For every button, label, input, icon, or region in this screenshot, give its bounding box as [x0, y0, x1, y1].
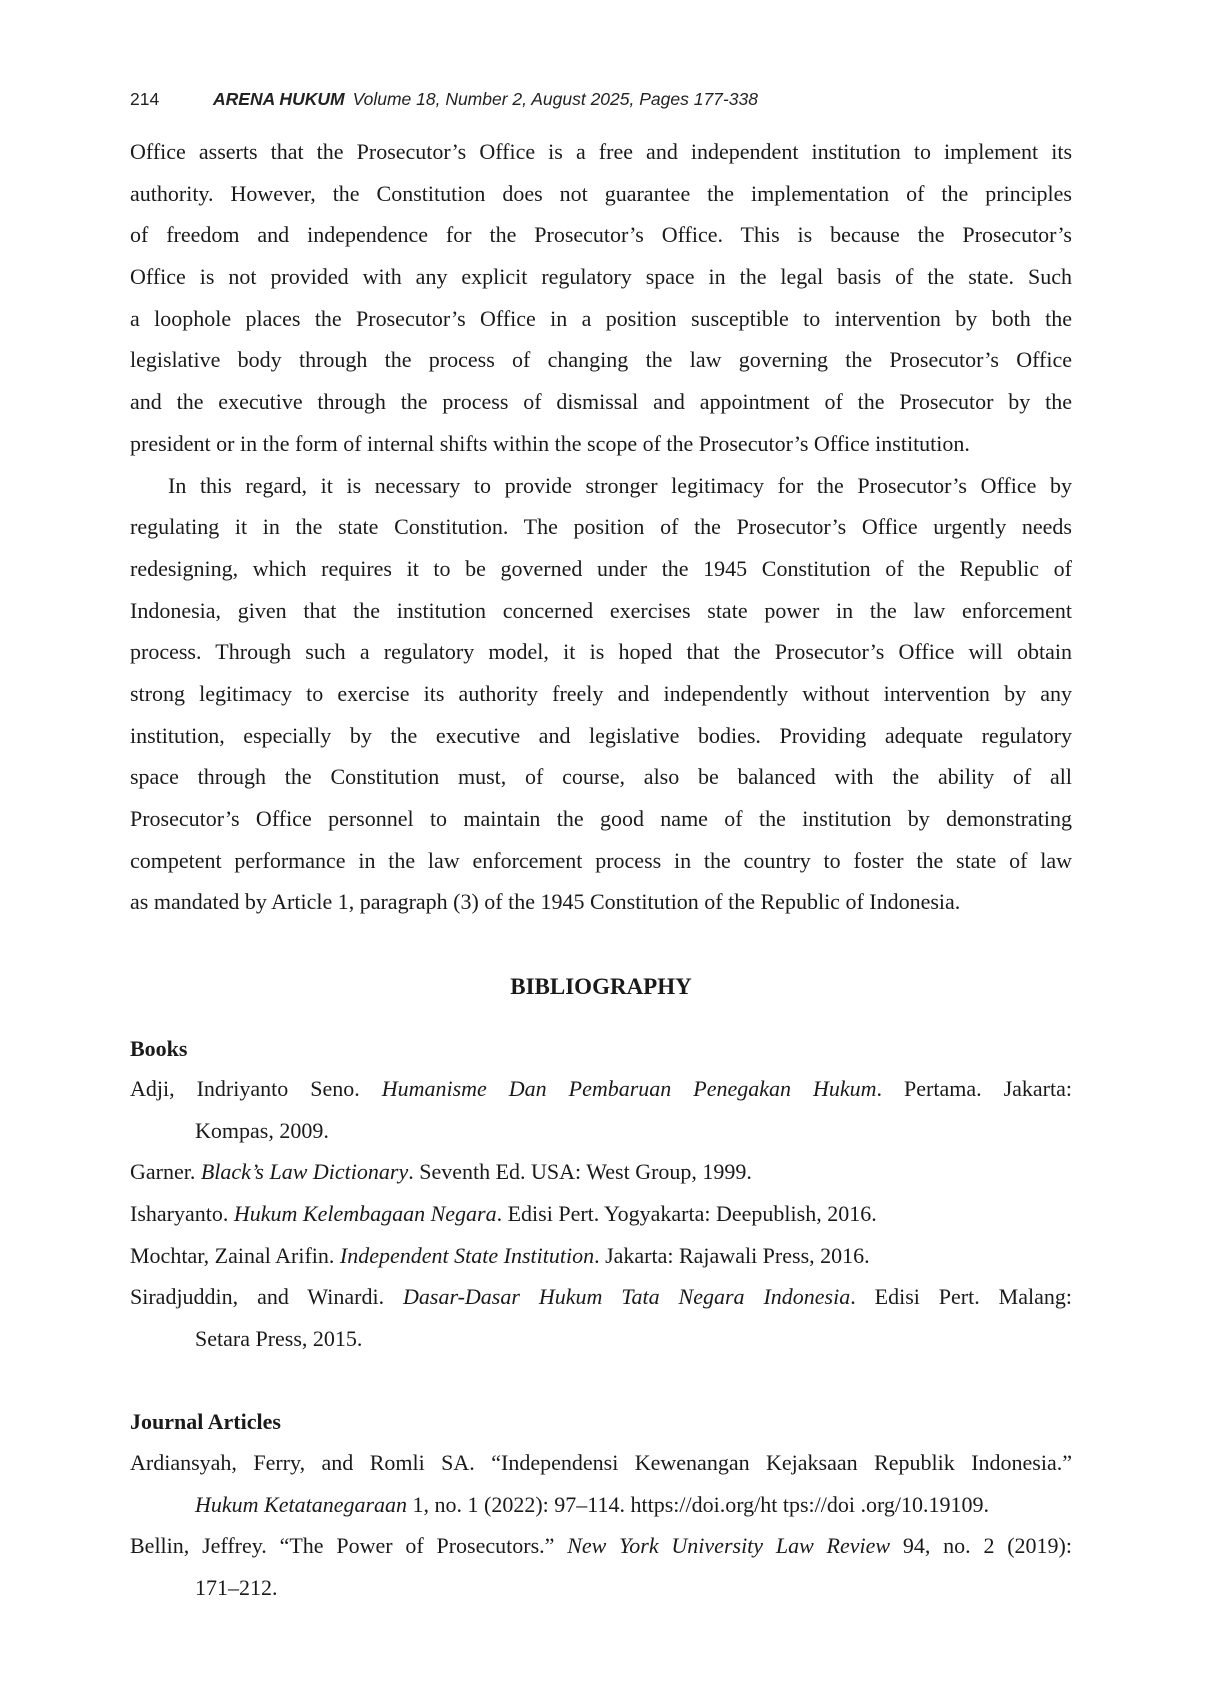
italic-title: Independent State Institution	[339, 1242, 595, 1268]
italic-title: Humanisme Dan Pembaruan Penegakan Hukum	[381, 1076, 877, 1101]
books-list	[130, 1068, 1072, 1360]
entry-text: 94, no. 2 (2019):	[890, 1533, 1072, 1559]
bibliography-entry	[130, 1068, 1072, 1151]
page-number: 214	[130, 89, 160, 109]
text-line: strong legitimacy to exercise its authority freely and independently without intervention by any	[130, 680, 1072, 706]
entry-line	[130, 1068, 1072, 1110]
text-line: regulating it in the state Constitution. The position of the Prosecutor’s Office urgently needs	[130, 514, 1072, 540]
entry-line	[130, 1151, 1072, 1193]
body-text	[130, 131, 1072, 923]
text-line: space through the Constitution must, of course, also be balanced with the ability of all	[130, 764, 1072, 790]
entry-line	[130, 1484, 1072, 1526]
text-line: a loophole places the Prosecutor’s Office in a position susceptible to intervention by both the	[130, 305, 1072, 331]
entry-text: 1, no. 1 (2022): 97–114. https://doi.org/ht tps://doi .org/10.19109.	[407, 1491, 990, 1517]
entry-line	[130, 1110, 1072, 1152]
entry-text: Adji, Indriyanto Seno.	[130, 1076, 382, 1101]
text-line: In this regard, it is necessary to provide stronger legitimacy for the Prosecutor’s Office by	[168, 472, 1072, 498]
bibliography-entry	[130, 1151, 1072, 1193]
text-line: Office is not provided with any explicit regulatory space in the legal basis of the state. Such	[130, 264, 1072, 290]
books-heading: Books	[130, 1036, 188, 1061]
bibliography-entry	[130, 1525, 1072, 1608]
entry-text: . Jakarta: Rajawali Press, 2016.	[594, 1242, 870, 1268]
bibliography-entry	[130, 1193, 1072, 1235]
text-line: competent performance in the law enforcement process in the country to foster the state of law	[130, 847, 1072, 873]
text-line: redesigning, which requires it to be governed under the 1945 Constitution of the Republic of	[130, 555, 1072, 581]
entry-text: Isharyanto.	[130, 1201, 234, 1227]
text-line: Office asserts that the Prosecutor’s Office is a free and independent institution to implement its	[130, 139, 1072, 164]
paragraph	[130, 131, 1072, 465]
bibliography-entry	[130, 1235, 1072, 1277]
text-line: legislative body through the process of changing the law governing the Prosecutor’s Office	[130, 347, 1072, 373]
text-line: as mandated by Article 1, paragraph (3) of the 1945 Constitution of the Republic of Indonesia.	[130, 889, 961, 915]
volume-info: Volume 18, Number 2, August 2025, Pages 177-338	[352, 89, 758, 109]
bibliography-entry	[130, 1442, 1072, 1525]
italic-title: New York University Law Review	[567, 1533, 891, 1559]
entry-text: Kompas, 2009.	[195, 1117, 329, 1143]
bibliography-title: BIBLIOGRAPHY	[510, 974, 692, 999]
entry-text: . Pertama. Jakarta:	[876, 1076, 1072, 1101]
entry-text: Ardiansyah, Ferry, and Romli SA. “Independensi Kewenangan Kejaksaan Republik Indonesia.”	[130, 1450, 1072, 1475]
entry-text: . Edisi Pert. Malang:	[850, 1284, 1072, 1310]
journal-name: ARENA HUKUM	[213, 89, 345, 109]
running-header	[130, 89, 758, 110]
text-line: Indonesia, given that the institution concerned exercises state power in the law enforcement	[130, 597, 1072, 623]
text-line: authority. However, the Constitution does not guarantee the implementation of the principles	[130, 180, 1072, 206]
entry-text: Setara Press, 2015.	[195, 1326, 363, 1352]
entry-line	[130, 1276, 1072, 1318]
italic-title: Hukum Kelembagaan Negara	[233, 1201, 497, 1227]
italic-title: Hukum Ketatanegaraan	[195, 1491, 408, 1517]
entry-line	[130, 1442, 1072, 1484]
journal-articles-heading: Journal Articles	[130, 1409, 281, 1434]
entry-text: Bellin, Jeffrey. “The Power of Prosecutors.”	[130, 1533, 568, 1559]
text-line: Prosecutor’s Office personnel to maintain the good name of the institution by demonstrating	[130, 806, 1072, 831]
text-line: and the executive through the process of dismissal and appointment of the Prosecutor by the	[130, 389, 1072, 415]
entry-text: Siradjuddin, and Winardi.	[130, 1284, 403, 1310]
entry-text: Garner.	[130, 1159, 201, 1185]
journal-articles-list	[130, 1442, 1072, 1609]
text-line: institution, especially by the executive and legislative bodies. Providing adequate regulatory	[130, 722, 1072, 748]
text-line: of freedom and independence for the Prosecutor’s Office. This is because the Prosecutor’s	[130, 222, 1072, 248]
bibliography-entry	[130, 1276, 1072, 1359]
entry-line	[130, 1525, 1072, 1567]
entry-text: . Edisi Pert. Yogyakarta: Deepublish, 2016.	[496, 1201, 877, 1227]
italic-title: Dasar-Dasar Hukum Tata Negara Indonesia	[403, 1284, 851, 1310]
entry-line	[130, 1235, 1072, 1277]
text-line: process. Through such a regulatory model, it is hoped that the Prosecutor’s Office will obtain	[130, 639, 1072, 665]
entry-line	[130, 1318, 1072, 1360]
text-line: president or in the form of internal shifts within the scope of the Prosecutor’s Office institution.	[130, 430, 970, 456]
italic-title: Black’s Law Dictionary	[200, 1159, 409, 1185]
entry-text: . Seventh Ed. USA: West Group, 1999.	[408, 1159, 752, 1185]
entry-line	[130, 1193, 1072, 1235]
entry-text: 171–212.	[195, 1575, 278, 1601]
entry-text: Mochtar, Zainal Arifin.	[130, 1242, 340, 1268]
paragraph	[130, 465, 1072, 924]
entry-line	[130, 1567, 1072, 1609]
